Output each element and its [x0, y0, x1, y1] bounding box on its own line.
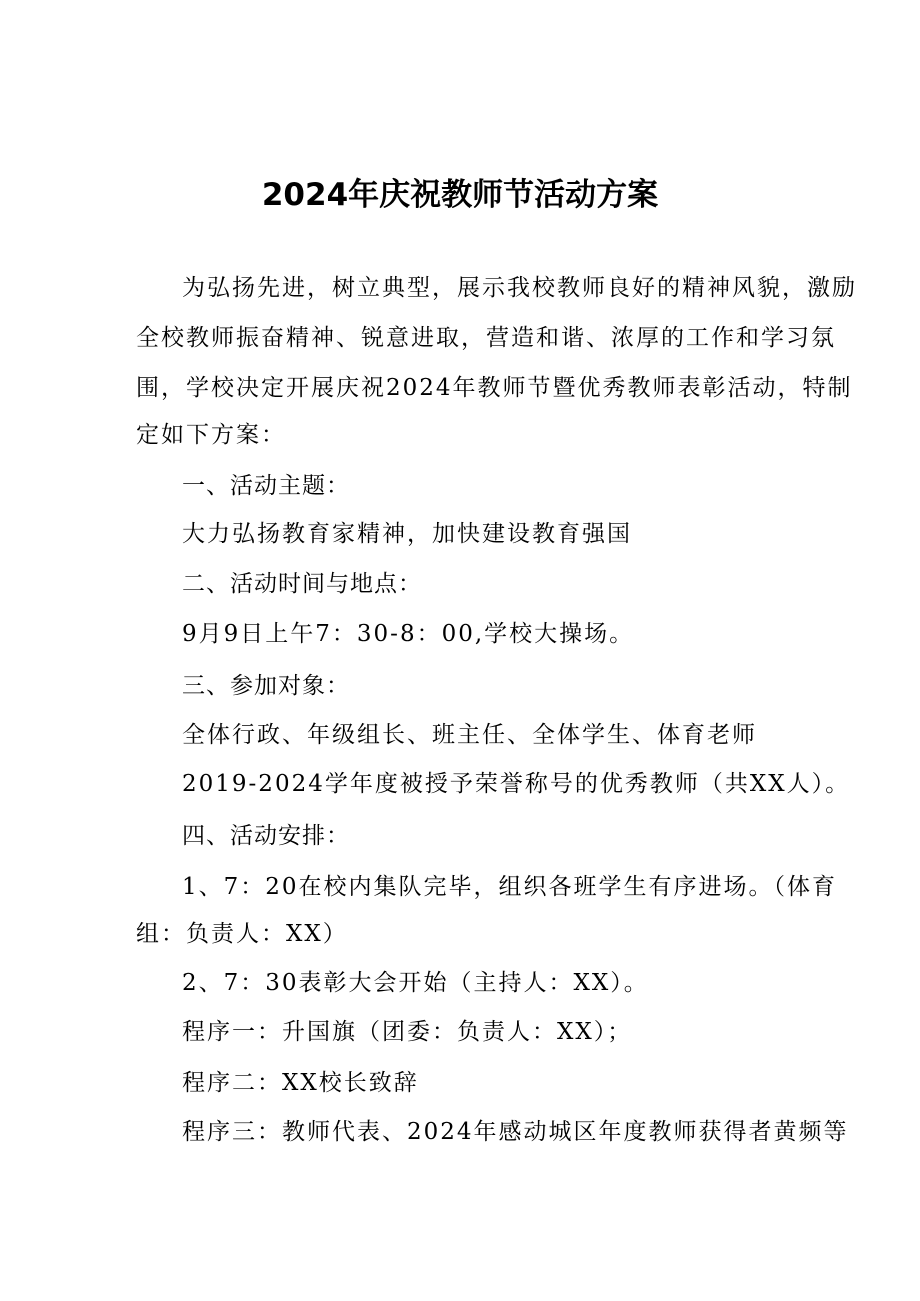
arrangement-item: 2、7：30表彰大会开始（主持人：XX）。	[182, 970, 649, 996]
arrangement-item: 组：负责人：XX）	[136, 921, 348, 947]
section-heading: 二、活动时间与地点：	[182, 571, 422, 597]
intro-line: 定如下方案：	[136, 422, 286, 448]
section-heading: 一、活动主题：	[182, 473, 350, 499]
section-heading: 三、参加对象：	[182, 673, 350, 699]
intro-line: 全校教师振奋精神、锐意进取，营造和谐、浓厚的工作和学习氛	[136, 325, 836, 351]
section-body: 9月9日上午7：30-8：00,学校大操场。	[182, 621, 635, 647]
intro-line: 为弘扬先进，树立典型，展示我校教师良好的精神风貌，激励	[182, 275, 857, 301]
program-item: 程序三：教师代表、2024年感动城区年度教师获得者黄频等	[182, 1119, 849, 1145]
program-item: 程序二：XX校长致辞	[182, 1070, 419, 1096]
document-title: 2024年庆祝教师节活动方案	[261, 177, 659, 213]
intro-line: 围，学校决定开展庆祝2024年教师节暨优秀教师表彰活动，特制	[136, 375, 853, 401]
section-body: 全体行政、年级组长、班主任、全体学生、体育老师	[182, 722, 757, 748]
section-body: 2019-2024学年度被授予荣誉称号的优秀教师（共XX人）。	[182, 771, 851, 797]
arrangement-item: 1、7：20在校内集队完毕，组织各班学生有序进场。（体育	[182, 874, 838, 900]
section-body: 大力弘扬教育家精神，加快建设教育强国	[182, 521, 632, 547]
program-item: 程序一：升国旗（团委：负责人：XX）；	[182, 1019, 633, 1045]
section-heading: 四、活动安排：	[182, 823, 350, 849]
